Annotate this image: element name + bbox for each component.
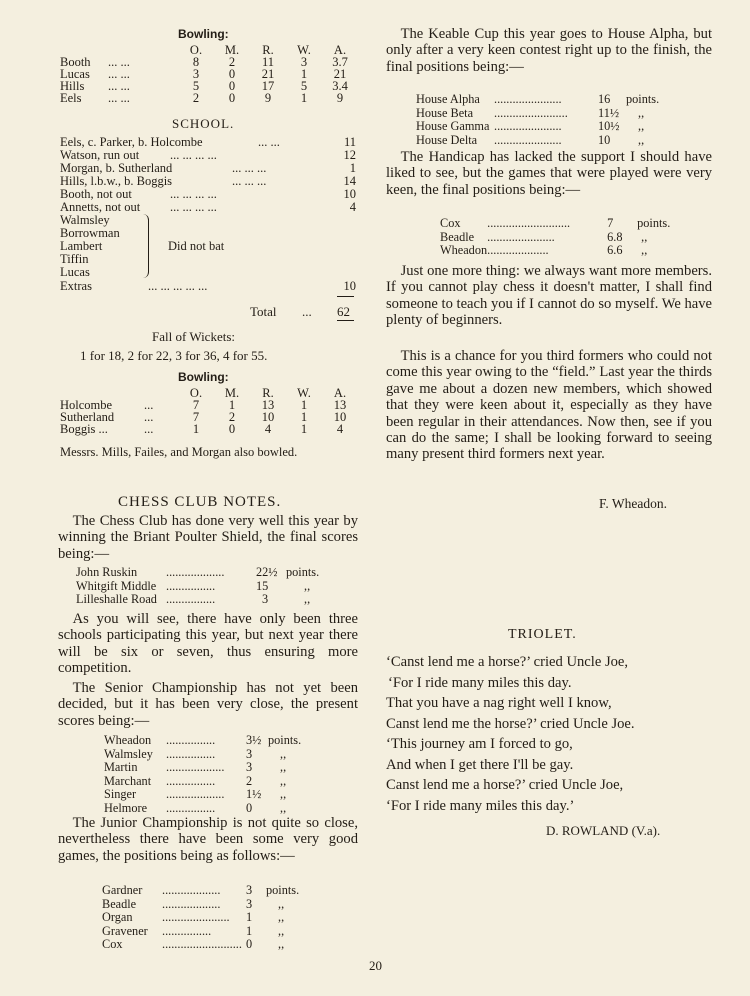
bowler-row (60, 56, 358, 68)
unit: ,, (638, 119, 645, 134)
score-row (104, 761, 301, 775)
leader-dots: ... ... (108, 79, 130, 93)
score-row (102, 911, 299, 925)
overs: 7 (192, 398, 200, 412)
score-row (102, 925, 299, 939)
score-row (76, 580, 319, 594)
leader-dots: ...................... (494, 132, 562, 147)
leader-dots: ... ... ... ... ... (148, 279, 208, 293)
score: 1 (246, 910, 253, 925)
poem-line: ‘For I ride many miles this day. (388, 674, 572, 691)
poem-title: TRIOLET. (508, 627, 577, 642)
chess-paragraph: As you will see, there have only been three schools participating this year, but next year there will be six or seven, thus ensuring more competition. (58, 611, 358, 677)
wickets: 1 (300, 410, 308, 424)
header-overs: O. (189, 42, 203, 57)
batsman: Eels, c. Parker, b. Holcombe (60, 135, 203, 149)
runs: 21 (261, 67, 275, 81)
maidens: 0 (228, 67, 236, 81)
unit: points. (266, 883, 300, 897)
player-name: Marchant (104, 773, 152, 788)
leader-dots: ................ (166, 746, 216, 761)
score-row (76, 593, 319, 607)
score-row (104, 788, 301, 802)
score-row (440, 217, 670, 231)
shield-table (76, 566, 319, 607)
bowling-header-row (60, 43, 358, 56)
did-not-bat-label: Did not bat (168, 239, 225, 253)
player-name: Martin (104, 760, 138, 775)
unit: ,, (304, 592, 311, 607)
player-name: Beadle (102, 896, 137, 911)
leader-dots: ... ... (108, 91, 130, 105)
unit: ,, (304, 578, 311, 593)
player-name: Walmsley (104, 746, 153, 761)
leader-dots: ................... (162, 896, 221, 911)
extras-row (60, 280, 356, 293)
leader-dots: ... (144, 422, 154, 436)
batsman: Watson, run out (60, 148, 140, 162)
batsman: Booth, not out (60, 187, 132, 201)
fall-text: 1 for 18, 2 for 22, 3 for 36, 4 for 55. (80, 348, 268, 363)
house-name: House Delta (416, 132, 478, 147)
leader-dots: ...................... (494, 119, 562, 134)
leader-dots: ... (144, 410, 154, 424)
player-name: Walmsley (60, 213, 110, 227)
score: 6.6 (607, 243, 623, 258)
leader-dots: ... ... ... ... (170, 187, 217, 201)
team-name: Lilleshalle Road (76, 592, 157, 607)
total-rule-bottom (337, 320, 354, 321)
chess-paragraph: The Handicap has lacked the support I should have liked to see, but the games that were played were very keen, the final positions being:— (386, 149, 712, 198)
player-name: Tiffin (60, 252, 89, 266)
player-name: Wheadon (440, 243, 488, 258)
unit: ,, (638, 105, 645, 120)
wickets: 1 (300, 398, 308, 412)
bowler-name: Booth (60, 55, 91, 69)
overs: 7 (192, 410, 200, 424)
bowler-row (60, 80, 358, 92)
unit: points. (637, 216, 671, 230)
poem-line: That you have a nag right well I know, (386, 695, 612, 711)
average: 4 (336, 422, 344, 436)
runs: 10 (343, 187, 356, 201)
score-row (102, 884, 299, 898)
runs: 10 (261, 410, 275, 424)
leader-dots: ... ... ... ... (170, 148, 217, 162)
keable-table (416, 93, 659, 147)
maidens: 0 (228, 91, 236, 105)
batsman: Annetts, not out (60, 200, 141, 214)
poem-line: ‘For I ride many miles this day.’ (386, 797, 575, 814)
runs: 14 (343, 174, 356, 188)
junior-table (102, 884, 299, 952)
overs: 3 (192, 67, 200, 81)
bowled-note: Messrs. Mills, Failes, and Morgan also bowled. (60, 445, 298, 459)
leader-dots: ........................... (487, 216, 571, 230)
fall-title: Fall of Wickets: (152, 329, 236, 344)
bowler-row (60, 92, 358, 104)
leader-dots: ... (302, 304, 312, 319)
leader-dots: ... ... ... (232, 174, 267, 188)
unit: ,, (280, 773, 287, 788)
header-average: A. (333, 42, 347, 57)
score-row (440, 231, 670, 245)
runs: 11 (343, 135, 356, 149)
header-wickets: W. (297, 42, 311, 57)
unit: ,, (280, 787, 287, 802)
score: 10 (598, 132, 611, 147)
bowling-title: Bowling: (178, 27, 229, 41)
poem-line: Canst lend me a horse?’ cried Uncle Joe, (386, 777, 624, 793)
score: 10½ (598, 119, 620, 134)
bowling-title: Bowling: (178, 370, 229, 384)
average: 3.4 (332, 79, 348, 93)
bowler-row (60, 68, 358, 80)
player-name: Wheadon (104, 733, 152, 747)
page-number: 20 (369, 958, 382, 973)
unit: ,, (278, 937, 285, 952)
brace (142, 214, 149, 278)
score-row (104, 775, 301, 789)
chess-paragraph: This is a chance for you third formers who could not come this year owing to the “field.” Last year the thirds gave me about a dozen new members, which showed that they were keen about it, especially as they have been regular in their attendances. Now then, see if you can do the same; I shall be looking forward to seeing many present third formers next year. (386, 348, 712, 463)
right-column (386, 0, 712, 996)
leader-dots: ................ (166, 733, 216, 747)
leader-dots: .................... (487, 243, 549, 258)
extras-label: Extras (60, 279, 92, 293)
player-name: Gravener (102, 923, 148, 938)
overs: 1 (192, 422, 200, 436)
leader-dots: ................... (166, 760, 225, 775)
senior-table (104, 734, 301, 816)
unit: points. (286, 565, 320, 579)
maidens: 0 (228, 422, 236, 436)
bowler-name: Boggis ... (60, 422, 108, 436)
wickets: 1 (300, 422, 308, 436)
unit: ,, (280, 760, 287, 775)
poem-line: ‘This journey am I forced to go, (386, 736, 573, 752)
poem-line: Canst lend me the horse?’ cried Uncle Joe. (386, 715, 635, 732)
unit: ,, (641, 243, 648, 258)
header-runs: R. (262, 385, 274, 400)
maidens: 2 (228, 410, 236, 424)
leader-dots: ... (144, 398, 154, 412)
score: 6.8 (607, 229, 623, 244)
score: 16 (598, 92, 611, 106)
score-row (416, 134, 659, 148)
total-label: Total (250, 304, 277, 319)
total-row (250, 305, 350, 318)
score: 3 (246, 760, 253, 775)
leader-dots: .......................... (162, 937, 242, 952)
bowler-name: Lucas (60, 67, 90, 81)
house-name: House Gamma (416, 119, 490, 134)
house-name: House Beta (416, 105, 474, 120)
chess-paragraph: The Chess Club has done very well this year by winning the Briant Poulter Shield, the final scores being:— (58, 513, 358, 562)
score: 0 (246, 800, 253, 815)
total-value: 62 (337, 304, 350, 319)
score: 1½ (246, 787, 262, 802)
score: 2 (246, 773, 253, 788)
player-name: Gardner (102, 883, 143, 897)
leader-dots: ... ... (258, 135, 280, 149)
score-row (76, 566, 319, 580)
batsman: Hills, l.b.w., b. Boggis (60, 174, 173, 188)
score-row (102, 938, 299, 952)
signature: F. Wheadon. (599, 496, 668, 511)
player-name: Cox (440, 216, 461, 230)
score-row (416, 120, 659, 134)
player-name: Lucas (60, 265, 90, 279)
leader-dots: ................ (166, 800, 216, 815)
maidens: 0 (228, 79, 236, 93)
player-name: Singer (104, 787, 137, 802)
score: 22½ (256, 565, 278, 579)
bowler-row (60, 423, 358, 435)
score: 3 (246, 746, 253, 761)
poem-line: ‘Canst lend me a horse?’ cried Uncle Joe, (386, 654, 629, 670)
bowler-name: Sutherland (60, 410, 115, 424)
runs: 9 (264, 91, 272, 105)
leader-dots: ...................... (494, 92, 562, 106)
player-name: Borrowman (60, 226, 120, 240)
score: 15 (256, 578, 269, 593)
poem-body (386, 652, 635, 816)
leader-dots: ... ... ... ... (170, 200, 217, 214)
runs: 4 (264, 422, 272, 436)
wickets: 1 (300, 91, 308, 105)
unit: ,, (278, 910, 285, 925)
handicap-table (440, 217, 670, 258)
unit: points. (626, 92, 660, 106)
leader-dots: ................ (166, 592, 216, 607)
unit: ,, (638, 132, 645, 147)
header-average: A. (333, 385, 347, 400)
leader-dots: ................ (166, 773, 216, 788)
chess-paragraph: Just one more thing: we always want more members. If you cannot play chess it doesn't matter, I shall find someone to teach you if I cannot do so myself. We have plenty of beginners. (386, 263, 713, 329)
leader-dots: ... ... ... (232, 161, 267, 175)
runs: 12 (343, 148, 356, 162)
header-maidens: M. (224, 42, 240, 57)
team-name: Whitgift Middle (76, 578, 157, 593)
poem-author: D. ROWLAND (V.a). (546, 823, 661, 838)
leader-dots: ................ (166, 578, 216, 593)
player-name: Organ (102, 910, 133, 925)
bowling-table (60, 386, 358, 435)
header-wickets: W. (297, 385, 311, 400)
did-not-bat-list (60, 214, 120, 279)
score: 3 (246, 883, 253, 897)
left-column (54, 0, 359, 996)
unit: ,, (278, 896, 285, 911)
leader-dots: ... ... (108, 67, 130, 81)
score-row (440, 244, 670, 258)
unit: points. (268, 733, 302, 747)
leader-dots: ................... (166, 787, 225, 802)
overs: 5 (192, 79, 200, 93)
player-name: Cox (102, 937, 123, 952)
bowler-name: Holcombe (60, 398, 113, 412)
maidens: 1 (228, 398, 236, 412)
chess-paragraph: The Senior Championship has not yet been decided, but it has been very close, the present scores being:— (58, 680, 358, 729)
unit: ,, (278, 923, 285, 938)
bowler-name: Eels (60, 91, 82, 105)
extras-value: 10 (343, 279, 356, 293)
header-maidens: M. (224, 385, 240, 400)
maidens: 2 (228, 55, 236, 69)
score: 0 (246, 937, 253, 952)
score-row (416, 93, 659, 107)
score-row (102, 898, 299, 912)
score: 3 (246, 896, 253, 911)
unit: ,, (280, 800, 287, 815)
header-overs: O. (189, 385, 203, 400)
team-name: John Ruskin (76, 565, 138, 579)
average: 21 (333, 67, 347, 81)
leader-dots: ... ... (108, 55, 130, 69)
overs: 8 (192, 55, 200, 69)
average: 9 (336, 91, 344, 105)
school-heading: SCHOOL. (172, 116, 235, 131)
runs: 17 (261, 79, 275, 93)
runs: 13 (261, 398, 275, 412)
runs: 1 (349, 161, 356, 175)
average: 3.7 (332, 55, 348, 69)
score: 3 (262, 592, 269, 607)
wickets: 1 (300, 67, 308, 81)
leader-dots: ...................... (487, 229, 555, 244)
unit: ,, (280, 746, 287, 761)
score: 3½ (246, 733, 262, 747)
player-name: Beadle (440, 229, 475, 244)
score: 11½ (598, 105, 620, 120)
leader-dots: ................... (162, 883, 221, 897)
total-rule-top (337, 296, 354, 297)
chess-heading: CHESS CLUB NOTES. (118, 494, 282, 510)
bowling-table (60, 43, 358, 104)
average: 10 (333, 410, 347, 424)
chess-paragraph: The Junior Championship is not quite so close, nevertheless there have been some very good games, the positions being as follows:— (58, 815, 358, 864)
wickets: 3 (300, 55, 308, 69)
score-row (104, 734, 301, 748)
leader-dots: ................... (166, 565, 225, 579)
overs: 2 (192, 91, 200, 105)
bowler-name: Hills (60, 79, 85, 93)
score-row (104, 802, 301, 816)
runs: 11 (261, 55, 275, 69)
score: 1 (246, 923, 253, 938)
runs: 4 (349, 200, 356, 214)
leader-dots: ................ (162, 923, 212, 938)
header-runs: R. (262, 42, 274, 57)
house-name: House Alpha (416, 92, 480, 106)
player-name: Helmore (104, 800, 148, 815)
leader-dots: ........................ (494, 105, 568, 120)
unit: ,, (641, 229, 648, 244)
leader-dots: ...................... (162, 910, 230, 925)
batsman: Morgan, b. Sutherland (60, 161, 173, 175)
score-row (104, 748, 301, 762)
average: 13 (333, 398, 347, 412)
poem-line: And when I get there I'll be gay. (386, 756, 574, 773)
chess-paragraph: The Keable Cup this year goes to House Alpha, but only after a very keen contest right up to the finish, the final positions being:— (386, 26, 712, 75)
score: 7 (607, 216, 614, 230)
wickets: 5 (300, 79, 308, 93)
score-row (416, 107, 659, 121)
player-name: Lambert (60, 239, 103, 253)
